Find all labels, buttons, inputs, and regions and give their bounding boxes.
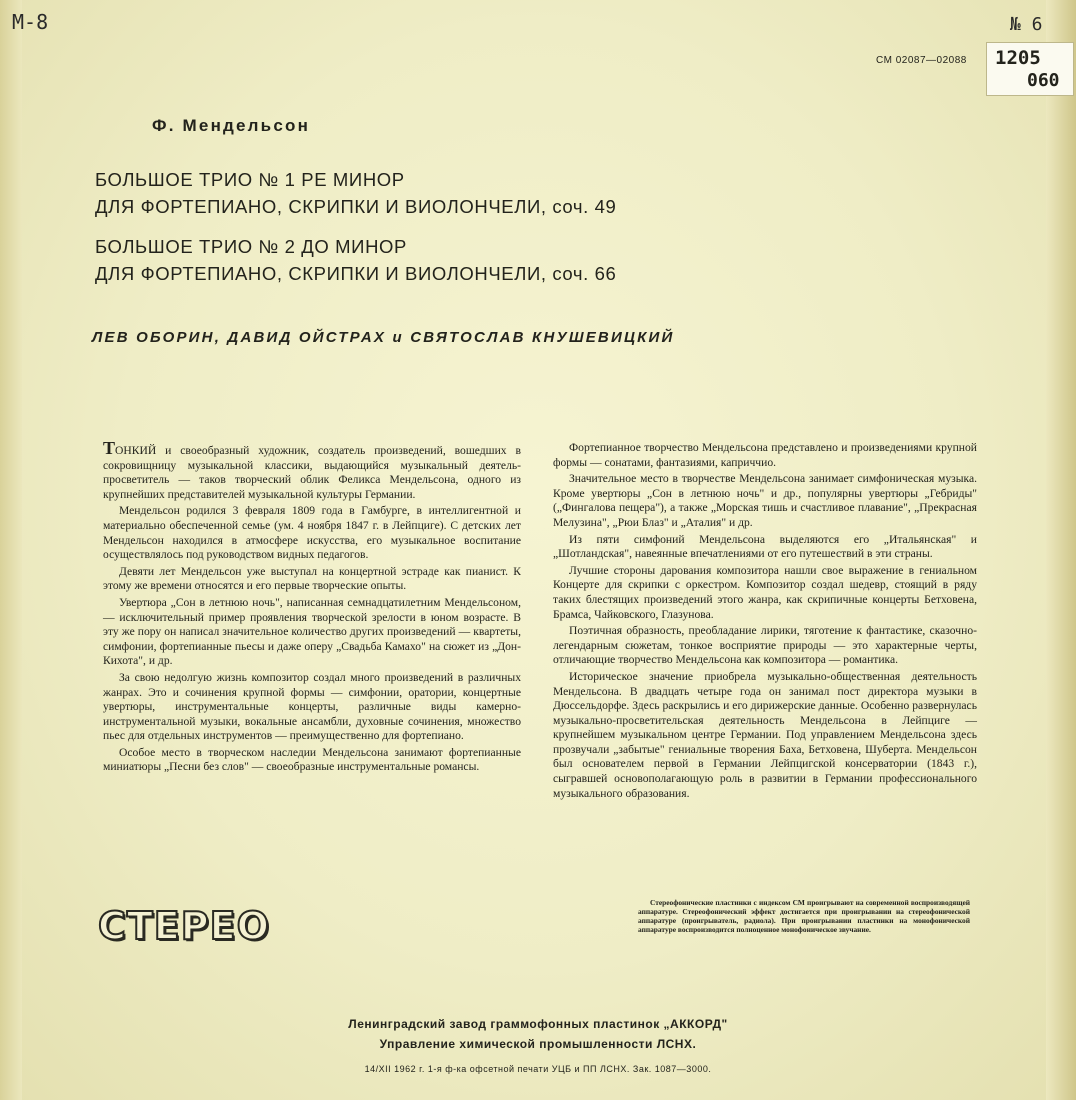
print-info-line: 14/XII 1962 г. 1-я ф-ка офсетной печати УЦБ и ПП ЛСНХ. Зак. 1087—3000.	[364, 1064, 712, 1074]
notes-paragraph: Фортепианное творчество Мендельсона представлено и произведениями крупной формы — сонатами, фантазиями, каприччио.	[553, 441, 977, 469]
work-title-line: ДЛЯ ФОРТЕПИАНО, СКРИПКИ И ВИОЛОНЧЕЛИ, соч. 49	[95, 196, 617, 217]
notes-paragraph: Из пяти симфоний Мендельсона выделяются его „Итальянская" и „Шотландская", навеянные впечатлениями от его путешествий в эти страны.	[553, 532, 977, 561]
sleeve-right-edge	[1046, 0, 1076, 1100]
sticker-number-1: 1205	[995, 47, 1041, 69]
notes-paragraph: Лучшие стороны дарования композитора нашли свое выражение в гениальном Концерте для скрипки с оркестром. Композитор создал шедевр, стоящий в ряду таких блестящих произведений этого жанра, как скрипичные концерты Бетховена, Брамса, Чайковского, Глазунова.	[553, 563, 977, 621]
notes-paragraph: Поэтичная образность, преобладание лирики, тяготение к фантастике, сказочно-легендарным сюжетам, тонкое восприятие природы — это характерные черты, отличающие творчество Мендельсона как композитора — романтика.	[553, 624, 977, 667]
performers: ЛЕВ ОБОРИН, ДАВИД ОЙСТРАХ и СВЯТОСЛАВ КНУШЕВИЦКИЙ	[92, 329, 675, 346]
drop-cap: Т	[103, 438, 116, 458]
composer-name: Ф. Мендельсон	[152, 116, 311, 135]
notes-paragraph: Девяти лет Мендельсон уже выступал на концертной эстраде как пианист. К этому же времени относятся и его первые творческие опыты.	[103, 564, 521, 593]
notes-column-left	[103, 438, 521, 777]
authority-line: Управление химической промышленности ЛСНХ.	[379, 1037, 697, 1051]
stereo-logo: СТЕРЕО	[98, 904, 270, 948]
notes-paragraph: Историческое значение приобрела музыкально-общественная деятельность Мендельсона. В двадцать четыре года он занимал пост директора музыки в Дюссельдорфе. Здесь раскрылись и его дирижерские данные. Особенно развернулась музыкально-просветительская деятельность Мендельсона в Лейпциге — крупнейшем музыкальном центре Германии. Под управлением Мендельсона здесь прозвучали „забытые" гениальные творения Баха, Бетховена, Шуберта. Мендельсон был основателем первой в Германии Лейпцигской консерватории (1843 г.), сыгравшей основополагающую роль в развитии в Германии профессионального музыкального образования.	[553, 669, 977, 800]
work-title-line: ДЛЯ ФОРТЕПИАНО, СКРИПКИ И ВИОЛОНЧЕЛИ, соч. 66	[95, 263, 617, 284]
stereo-playback-note: Стереофонические пластинки с индексом СМ проигрывают на современной воспроизводящей аппаратуре. Стереофонический эффект достигается при проигрывании на стереофонической аппаратуре (проигрыватель, радиола). При проигрывании пластинки на монофонической аппаратуре воспроизводится полноценное монофоническое звучание.	[638, 898, 970, 934]
work-title-2	[95, 233, 616, 287]
notes-paragraph: Значительное место в творчестве Мендельсона занимает симфоническая музыка. Кроме увертюры „Сон в летнюю ночь" и др., популярны увертюры „Гебриды" („Фингалова пещера"), а также „Морская тишь и счастливое плавание", „Прекрасная Мелузина", „Рюи Блаз" и „Аталия" и др.	[553, 472, 977, 529]
work-title-line: БОЛЬШОЕ ТРИО № 2 ДО МИНОР	[95, 236, 407, 257]
notes-paragraph: Мендельсон родился 3 февраля 1809 года в Гамбурге, в интеллигентной и материально обеспеченной семье (ум. 4 ноября 1847 г. в Лейпциге). С детских лет Мендельсон находился в атмосфере искусства, его музыкальное воспитание осуществлялось под руководством видных педагогов.	[103, 504, 521, 562]
catalog-number: СМ 02087—02088	[876, 55, 967, 66]
notes-paragraph: Особое место в творческом наследии Мендельсона занимают фортепианные миниатюры „Песни без слов" — своеобразные инструментальные романсы.	[103, 745, 521, 774]
sticker-number-2: 060	[1027, 70, 1060, 91]
sleeve-left-edge	[0, 0, 22, 1100]
notes-paragraph: За свою недолгую жизнь композитор создал много произведений в различных жанрах. Это и сочинения крупной формы — симфонии, оратории, концертные увертюры, инструментальные концерты, различные виды камерно-инструментальной музыки, вокальные ансамбли, духовные сочинения, множество пьес для отдельных инструментов — преимущественно для фортепиано.	[103, 670, 521, 743]
notes-paragraph: Увертюра „Сон в летнюю ночь", написанная семнадцатилетним Мендельсоном, — исключительный пример проявления творческой зрелости в юном возрасте. В эту же пору он написал значительное количество других произведений — квартеты, симфонии, фортепианные пьесы и даже оперу „Свадьба Камахо" на сюжет из „Дон-Кихота", и др.	[103, 595, 521, 668]
notes-column-right	[553, 441, 977, 803]
notes-paragraph: ТОНКИЙ и своеобразный художник, создатель произведений, вошедших в сокровищницу музыкальной классики, выдающийся музыкальный деятель-просветитель — таков творческий облик Феликса Мендельсона, одного из крупнейших представителей музыкальной культуры Германии.	[103, 438, 521, 501]
work-title-line: БОЛЬШОЕ ТРИО № 1 РЕ МИНОР	[95, 169, 405, 190]
handwritten-mark-top-right: № 6	[1010, 14, 1043, 35]
work-title-1	[95, 166, 616, 220]
handwritten-mark-top-left: М-8	[12, 10, 49, 34]
manufacturer-line: Ленинградский завод граммофонных пластинок „АККОРД"	[348, 1017, 728, 1031]
inventory-sticker	[986, 42, 1074, 96]
